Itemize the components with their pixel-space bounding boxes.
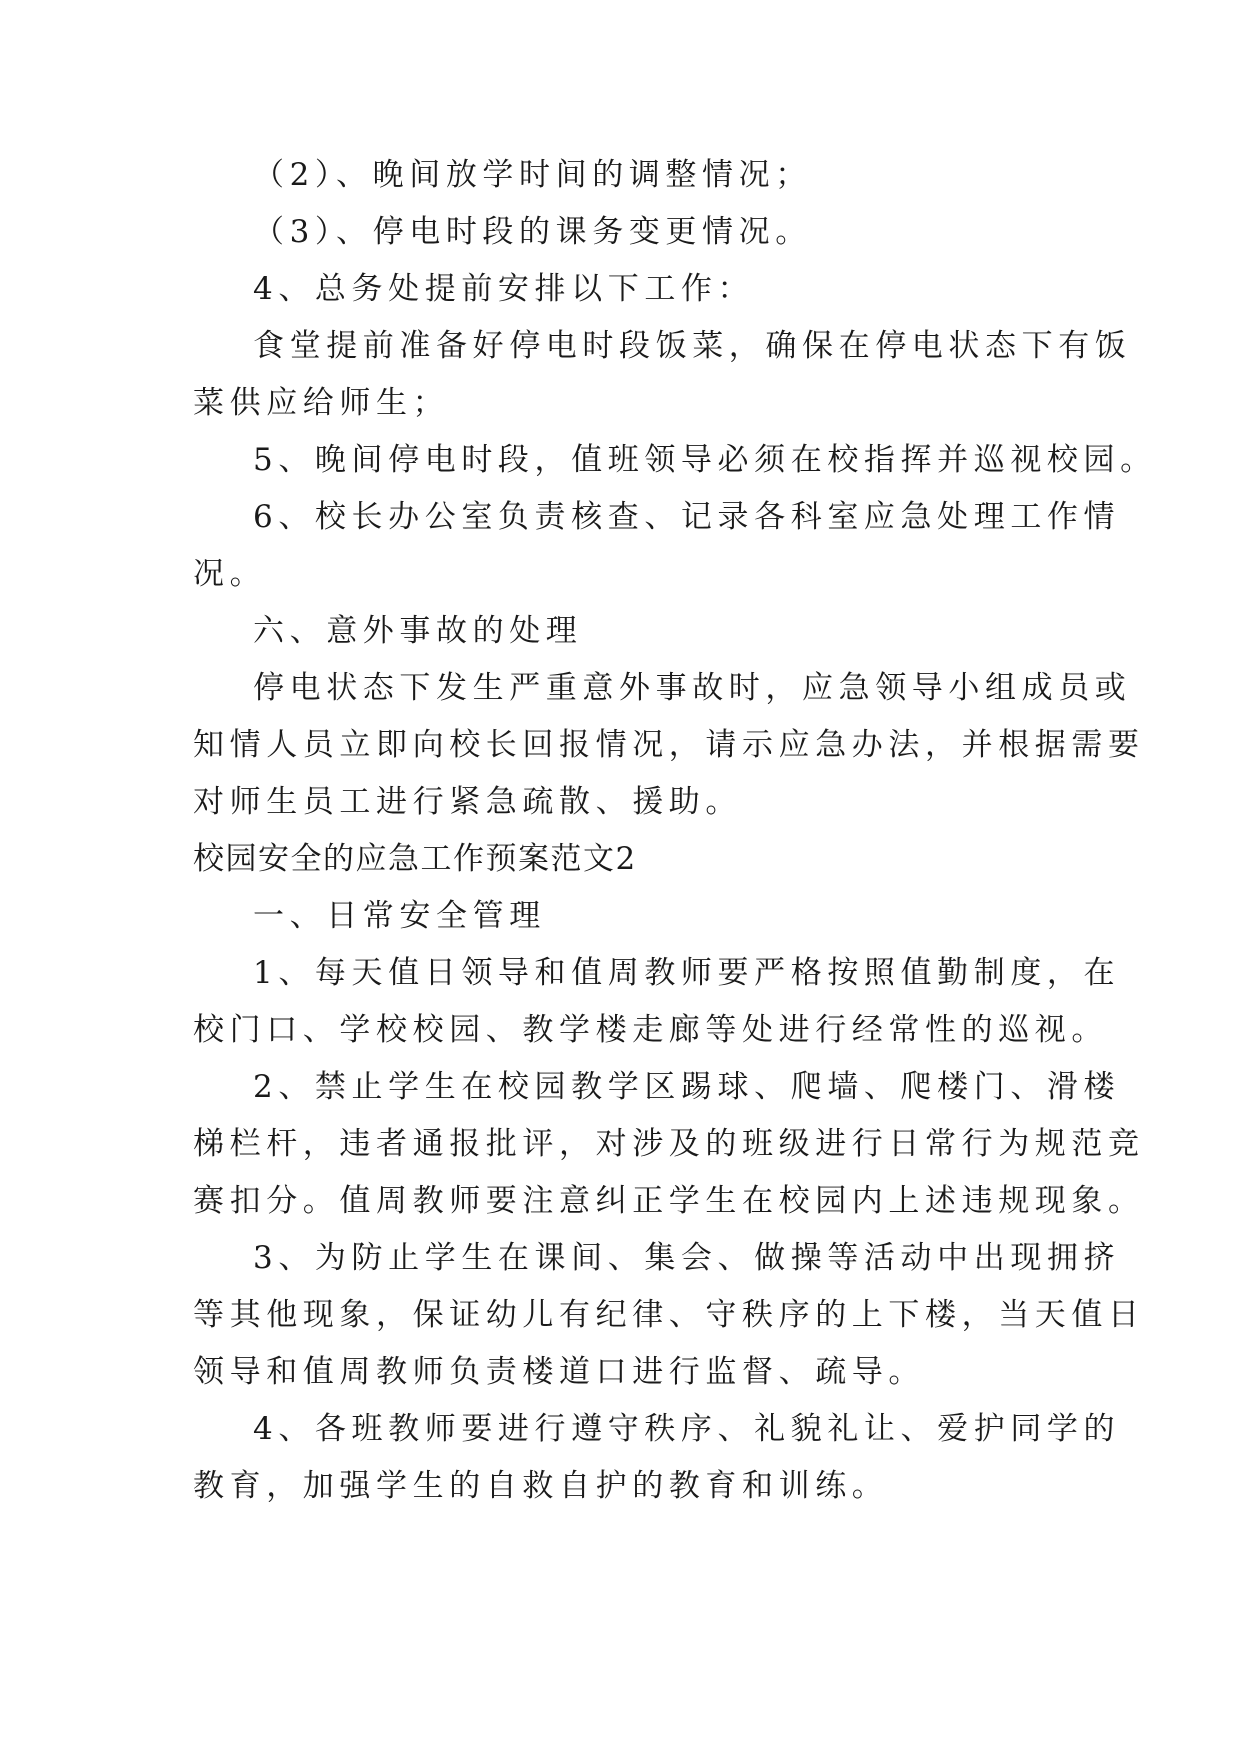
text-line: 3、为防止学生在课间、集会、做操等活动中出现拥挤 [253,1240,1121,1276]
text-line: （2）、晚间放学时间的调整情况； [253,157,812,193]
text-line: 4、各班教师要进行遵守秩序、礼貌礼让、爱护同学的 [253,1411,1121,1447]
section-heading: 一、日常安全管理 [253,898,546,934]
text-line: 食堂提前准备好停电时段饭菜，确保在停电状态下有饭 [253,328,1132,364]
text-line: （3）、停电时段的课务变更情况。 [253,214,812,250]
text-line: 梯栏杆，违者通报批评，对涉及的班级进行日常行为规范竞 [193,1126,1145,1162]
text-line: 4、总务处提前安排以下工作： [253,271,755,307]
text-line: 对师生员工进行紧急疏散、援助。 [193,784,742,820]
text-line: 菜供应给师生； [193,385,450,421]
text-line: 领导和值周教师负责楼道口进行监督、疏导。 [193,1354,925,1390]
text-line: 1、每天值日领导和值周教师要严格按照值勤制度，在 [253,955,1121,991]
text-line: 教育，加强学生的自救自护的教育和训练。 [193,1468,889,1504]
text-line: 赛扣分。值周教师要注意纠正学生在校园内上述违规现象。 [193,1183,1145,1219]
text-line: 5、晚间停电时段，值班领导必须在校指挥并巡视校园。 [253,442,1157,478]
document-title: 校园安全的应急工作预案范文2 [193,841,637,877]
text-line: 况。 [193,556,267,592]
text-line: 知情人员立即向校长回报情况，请示应急办法，并根据需要 [193,727,1145,763]
text-line: 2、禁止学生在校园教学区踢球、爬墙、爬楼门、滑楼 [253,1069,1121,1105]
text-line: 校门口、学校校园、教学楼走廊等处进行经常性的巡视。 [193,1012,1108,1048]
text-line: 6、校长办公室负责核查、记录各科室应急处理工作情 [253,499,1121,535]
section-heading: 六、意外事故的处理 [253,613,583,649]
text-line: 等其他现象，保证幼儿有纪律、守秩序的上下楼，当天值日 [193,1297,1145,1333]
text-line: 停电状态下发生严重意外事故时，应急领导小组成员或 [253,670,1132,706]
